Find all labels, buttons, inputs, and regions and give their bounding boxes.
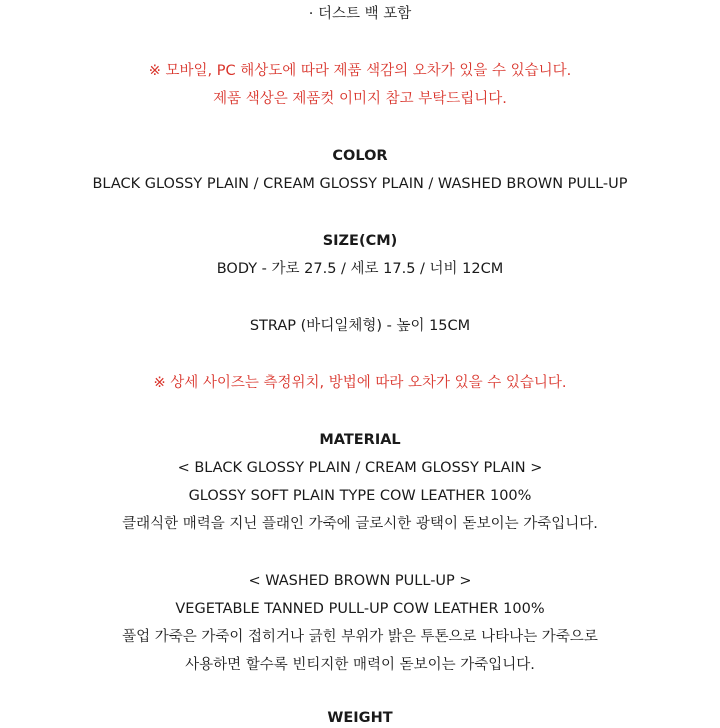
weight-heading: WEIGHT: [327, 710, 393, 726]
size-variance-notice: ※ 상세 사이즈는 측정위치, 방법에 따라 오차가 있을 수 있습니다.: [153, 375, 567, 391]
size-body: BODY - 가로 27.5 / 세로 17.5 / 너비 12CM: [216, 261, 504, 277]
material-group2-desc1: 풀업 가죽은 가죽이 접히거나 긁힌 부위가 밝은 투톤으로 나타나는 가죽으로: [122, 629, 598, 645]
dust-bag-note: · 더스트 백 포함: [308, 6, 412, 22]
color-variance-notice-line2: 제품 색상은 제품컷 이미지 참고 부탁드립니다.: [213, 91, 507, 107]
material-group1-desc: 클래식한 매력을 지닌 플래인 가죽에 글로시한 광택이 돋보이는 가죽입니다.: [122, 516, 598, 532]
color-options: BLACK GLOSSY PLAIN / CREAM GLOSSY PLAIN / WASHED BROWN PULL-UP: [92, 176, 628, 192]
size-strap: STRAP (바디일체형) - 높이 15CM: [249, 318, 471, 334]
color-variance-notice-line1: ※ 모바일, PC 해상도에 따라 제품 색감의 오차가 있을 수 있습니다.: [148, 63, 572, 79]
color-heading: COLOR: [332, 148, 388, 164]
material-group2-title: < WASHED BROWN PULL-UP >: [248, 573, 472, 589]
size-heading: SIZE(CM): [322, 233, 398, 249]
material-heading: MATERIAL: [319, 432, 401, 448]
material-group1-spec: GLOSSY SOFT PLAIN TYPE COW LEATHER 100%: [188, 488, 532, 504]
material-group2-desc2: 사용하면 할수록 빈티지한 매력이 돋보이는 가죽입니다.: [185, 657, 535, 673]
material-group2-spec: VEGETABLE TANNED PULL-UP COW LEATHER 100%: [175, 601, 545, 617]
material-group1-title: < BLACK GLOSSY PLAIN / CREAM GLOSSY PLAIN >: [177, 460, 543, 476]
